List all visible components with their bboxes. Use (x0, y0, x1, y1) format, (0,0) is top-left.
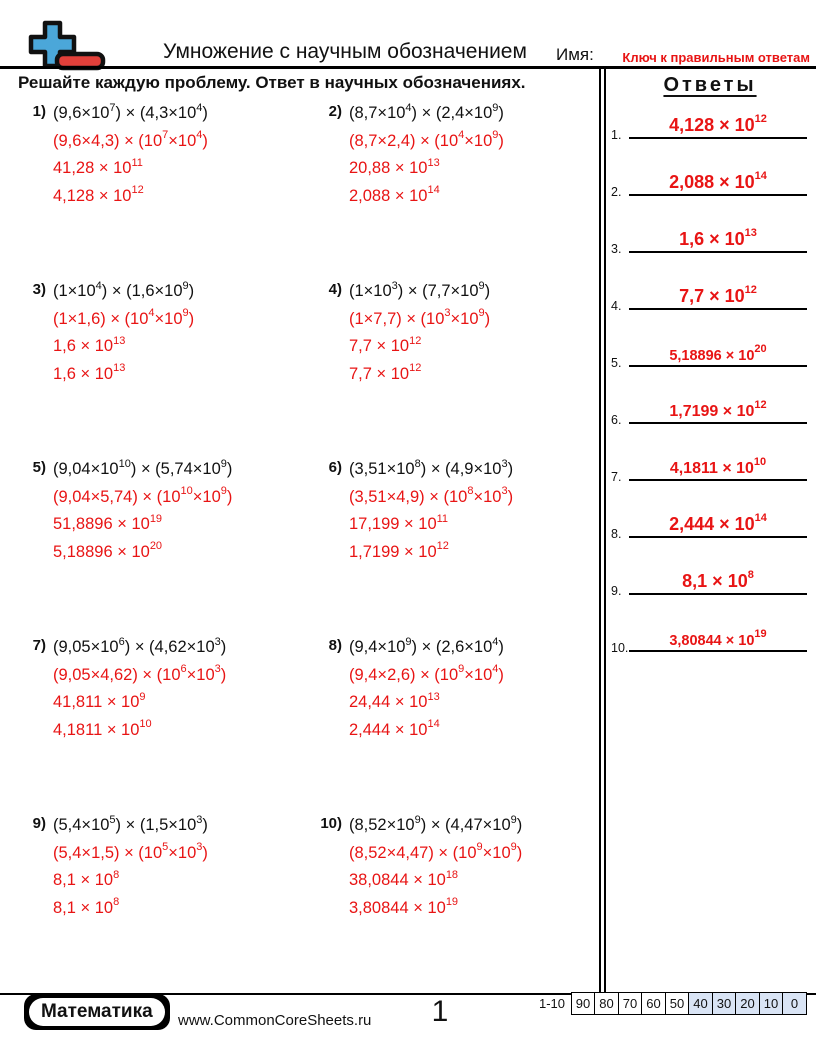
problem-number: 4) (328, 281, 342, 298)
grading-scale-label: 1-10 (538, 996, 565, 1011)
problem-expression: $(1\times 10^3) \times (7,7\times 10^9)$ (349, 279, 491, 300)
answer-value: $8,1 \times 10^8$ (682, 569, 754, 591)
answer-underline (629, 422, 807, 424)
grading-scale-cell: 20 (735, 992, 760, 1015)
problem-final-answer: $3,80844 \times 10^{19}$ (349, 896, 459, 917)
answer-value: $3,80844 \times 10^{19}$ (669, 628, 767, 649)
problem-8 (314, 630, 596, 808)
problem-step-2: $1,6 \times 10^{13}$ (53, 334, 126, 355)
answer-value: $4,1811 \times 10^{10}$ (669, 455, 767, 477)
instructions-text: Решайте каждую проблему. Ответ в научных обозначениях. (18, 73, 526, 92)
answer-row-2 (607, 156, 813, 213)
problem-4 (314, 274, 596, 452)
answer-row-1 (607, 99, 813, 156)
problem-final-answer: $5,18896 \times 10^{20}$ (53, 540, 163, 561)
answer-underline (629, 650, 807, 652)
answer-value: $1,6 \times 10^{13}$ (679, 227, 757, 249)
problem-step-2: $41,811 \times 10^9$ (53, 690, 146, 711)
name-label: Имя: (556, 45, 594, 64)
problem-step-1: $(9,04\times 5,74) \times (10^{10}\times 10^9)$ (53, 485, 233, 506)
problem-expression: $(9,05\times 10^6) \times (4,62\times 10^3)$ (53, 635, 227, 656)
problem-expression: $(9,04\times 10^{10}) \times (5,74\times 10^9)$ (53, 457, 233, 478)
problem-step-1: $(3,51\times 4,9) \times (10^8\times 10^3)$ (349, 485, 514, 506)
page-title: Умножение с научным обозначением (163, 40, 527, 63)
answers-title: Ответы (663, 74, 757, 96)
problem-number: 1) (32, 103, 46, 120)
problem-number: 7) (32, 637, 46, 654)
answer-underline (629, 593, 807, 595)
problem-final-answer: $2,088 \times 10^{14}$ (349, 184, 440, 205)
problem-6 (314, 452, 596, 630)
problem-step-2: $8,1 \times 10^8$ (53, 868, 120, 889)
answer-value: $5,18896 \times 10^{20}$ (669, 343, 767, 364)
answer-underline (629, 479, 807, 481)
problem-step-1: $(1\times 1,6) \times (10^4\times 10^9)$ (53, 307, 195, 328)
vertical-divider (604, 69, 606, 992)
problem-9 (18, 808, 314, 986)
answer-value: $4,128 \times 10^{12}$ (669, 113, 767, 135)
problem-step-2: $38,0844 \times 10^{18}$ (349, 868, 459, 889)
grading-scale-cell: 50 (665, 992, 690, 1015)
problem-step-2: $24,44 \times 10^{13}$ (349, 690, 440, 711)
answer-row-5 (607, 327, 813, 384)
answer-value: $1,7199 \times 10^{12}$ (669, 398, 767, 420)
answer-number: 3. (611, 242, 622, 256)
problem-number: 8) (328, 637, 342, 654)
problem-step-1: $(5,4\times 1,5) \times (10^5\times 10^3)$ (53, 841, 208, 862)
answer-number: 10. (611, 641, 629, 655)
problem-expression: $(5,4\times 10^5) \times (1,5\times 10^3)$ (53, 813, 208, 834)
problem-2 (314, 96, 596, 274)
problem-expression: $(1\times 10^4) \times (1,6\times 10^9)$ (53, 279, 195, 300)
problem-expression: $(3,51\times 10^8) \times (4,9\times 10^3)$ (349, 457, 514, 478)
answer-value: $7,7 \times 10^{12}$ (679, 284, 757, 306)
answer-row-6 (607, 384, 813, 441)
problem-final-answer: $8,1 \times 10^8$ (53, 896, 120, 917)
grading-scale-cell: 70 (618, 992, 643, 1015)
problem-10 (314, 808, 596, 986)
problem-expression: $(9,4\times 10^9) \times (2,6\times 10^4)$ (349, 635, 504, 656)
problem-number: 10) (320, 815, 342, 832)
grading-scale-cell: 40 (688, 992, 713, 1015)
grading-scale-cell: 0 (782, 992, 807, 1015)
answer-underline (629, 251, 807, 253)
problem-final-answer: $1,6 \times 10^{13}$ (53, 362, 126, 383)
problem-number: 3) (32, 281, 46, 298)
answer-underline (629, 365, 807, 367)
problem-step-1: $(9,4\times 2,6) \times (10^9\times 10^4)$ (349, 663, 504, 684)
answer-number: 7. (611, 470, 622, 484)
answer-number: 8. (611, 527, 622, 541)
problem-step-2: $17,199 \times 10^{11}$ (349, 512, 449, 533)
grading-scale-cell: 30 (712, 992, 737, 1015)
problem-number: 5) (32, 459, 46, 476)
answer-number: 9. (611, 584, 622, 598)
answer-row-8 (607, 498, 813, 555)
problem-step-1: $(8,7\times 2,4) \times (10^4\times 10^9)$ (349, 129, 504, 150)
problem-1 (18, 96, 314, 274)
vertical-divider (599, 69, 601, 992)
answer-number: 6. (611, 413, 622, 427)
problem-5 (18, 452, 314, 630)
grading-scale-cell: 10 (759, 992, 784, 1015)
answer-row-7 (607, 441, 813, 498)
problem-number: 9) (32, 815, 46, 832)
problem-3 (18, 274, 314, 452)
answer-row-9 (607, 555, 813, 612)
grading-scale (539, 992, 807, 1015)
problem-step-1: $(8,52\times 4,47) \times (10^9\times 10^9)$ (349, 841, 523, 862)
problem-final-answer: $7,7 \times 10^{12}$ (349, 362, 422, 383)
problem-expression: $(8,7\times 10^4) \times (2,4\times 10^9)$ (349, 101, 504, 122)
problem-final-answer: $4,1811 \times 10^{10}$ (53, 718, 152, 739)
answer-key-label: Ключ к правильным ответам (622, 50, 810, 65)
problem-number: 2) (328, 103, 342, 120)
answer-underline (629, 536, 807, 538)
brand-logo (24, 994, 170, 1030)
problem-step-2: $7,7 \times 10^{12}$ (349, 334, 422, 355)
answer-number: 2. (611, 185, 622, 199)
grading-scale-cell: 90 (571, 992, 596, 1015)
grading-scale-cell: 80 (594, 992, 619, 1015)
answer-underline (629, 308, 807, 310)
problem-step-1: $(9,6\times 4,3) \times (10^7\times 10^4)$ (53, 129, 208, 150)
answer-number: 1. (611, 128, 622, 142)
answer-value: $2,444 \times 10^{14}$ (669, 512, 767, 534)
answer-row-3 (607, 213, 813, 270)
problem-step-1: $(9,05\times 4,62) \times (10^6\times 10^3)$ (53, 663, 227, 684)
answer-row-10 (607, 612, 813, 669)
brand-name: Математика (29, 998, 165, 1026)
problem-final-answer: $2,444 \times 10^{14}$ (349, 718, 440, 739)
answer-number: 5. (611, 356, 622, 370)
problem-number: 6) (328, 459, 342, 476)
answer-underline (629, 137, 807, 139)
page-number: 1 (431, 995, 449, 1028)
answer-number: 4. (611, 299, 622, 313)
answer-value: $2,088 \times 10^{14}$ (669, 170, 767, 192)
header-divider (0, 66, 816, 69)
problem-final-answer: $1,7199 \times 10^{12}$ (349, 540, 449, 561)
problem-expression: $(9,6\times 10^7) \times (4,3\times 10^4)$ (53, 101, 208, 122)
problem-step-2: $41,28 \times 10^{11}$ (53, 156, 143, 177)
problem-expression: $(8,52\times 10^9) \times (4,47\times 10^9)$ (349, 813, 523, 834)
problem-final-answer: $4,128 \times 10^{12}$ (53, 184, 144, 205)
problem-step-2: $51,8896 \times 10^{19}$ (53, 512, 163, 533)
answers-list (607, 99, 813, 669)
grading-scale-cell: 60 (641, 992, 666, 1015)
problems-grid (18, 96, 596, 986)
problem-step-2: $20,88 \times 10^{13}$ (349, 156, 440, 177)
website-url: www.CommonCoreSheets.ru (178, 1012, 372, 1029)
problem-step-1: $(1\times 7,7) \times (10^3\times 10^9)$ (349, 307, 491, 328)
problem-7 (18, 630, 314, 808)
answer-underline (629, 194, 807, 196)
answer-row-4 (607, 270, 813, 327)
